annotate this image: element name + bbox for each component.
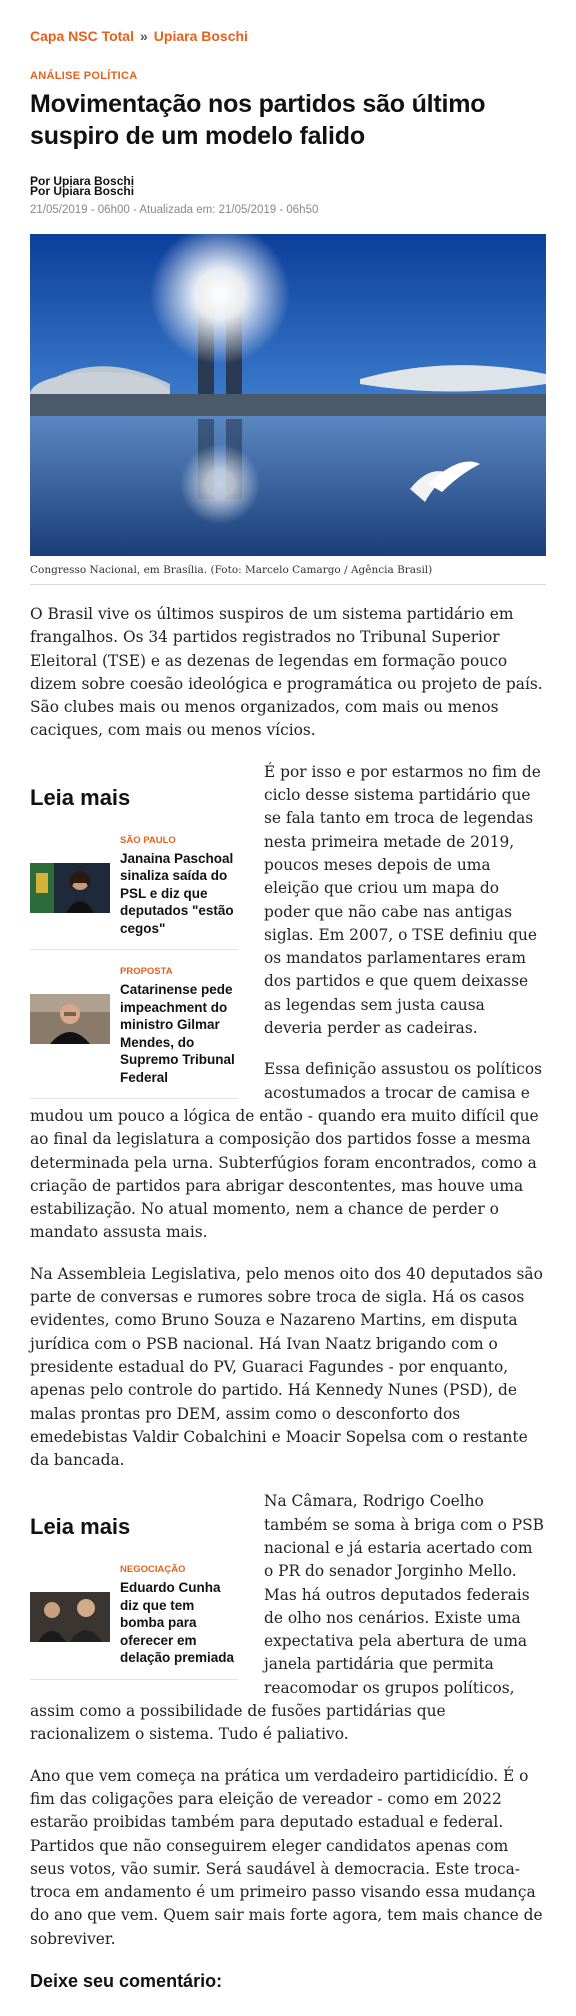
eduardo-cunha-thumbnail[interactable] (30, 1592, 110, 1642)
article-block-1 (30, 761, 546, 1245)
article-kicker: ANÁLISE POLÍTICA (30, 70, 138, 82)
article-paragraph: Na Assembleia Legislativa, pelo menos oito dos 40 deputados são parte de conversas e rumores sobre troca de sigla. Há os casos evidentes, como Bruno Souza e Nazareno Martins, em disputa jurídica com o PSB nacional. Há Ivan Naatz brigando com o presidente estadual do PV, Guaraci Fagundes - por enquanto, apenas pelo controle do partido. Há Kennedy Nunes (PSD), de malas prontas pro DEM, assim como o desconforto dos emedebistas Valdir Cobalchini e Moacir Sopelsa com o restante da bancada. (30, 1264, 543, 1470)
read-more-item[interactable] (30, 1556, 238, 1680)
article-title: Movimentação nos partidos são último suspiro de um modelo falido (30, 90, 486, 150)
read-more-title-link[interactable]: Janaina Paschoal sinaliza saída do PSL e diz que deputados "estão cegos" (120, 850, 234, 936)
article-block-2 (30, 1490, 546, 1746)
read-more-heading: Leia mais (30, 784, 131, 810)
read-more-item[interactable] (30, 950, 238, 1099)
read-more-title-link[interactable]: Eduardo Cunha diz que tem bomba para oferecer em delação premiada (120, 1580, 235, 1666)
article-paragraph: O Brasil vive os últimos suspiros de um sistema partidário em frangalhos. Os 34 partidos registrados no Tribunal Superior Eleitoral (TSE) e as dezenas de legendas em formação pouco dizem sobre coesão ideológica e programática ou projeto de país. São clubes mais ou menos organizados, com mais ou menos caciques, com mais ou menos vícios. (30, 605, 543, 740)
janaina-paschoal-thumbnail[interactable] (30, 863, 110, 913)
read-more-title-link[interactable]: Catarinense pede impeachment do ministro Gilmar Mendes, do Supremo Tribunal Federal (120, 982, 235, 1085)
byline-text-duplicate: Por Upiara Boschi (30, 184, 135, 198)
article-paragraph: É por isso e por estarmos no fim de ciclo desse sistema partidário que se fala tanto em troca de legendas nesta primeira metade de 2019, poucos meses depois de uma eleição que criou um mapa do poder que não cabe nas antigas siglas. Em 2007, o TSE definiu que os mandatos parlamentares eram dos partidos e que quem deixasse as legendas sem justa causa deveria perder as cadeiras. (264, 762, 541, 1038)
breadcrumb (30, 0, 546, 44)
article-dates: 21/05/2019 - 06h00 - Atualizada em: 21/05/2019 - 06h50 (30, 204, 319, 216)
congress-photo (30, 234, 546, 556)
read-more-box (30, 761, 238, 1100)
read-more-box (30, 1490, 238, 1680)
read-more-tag: SÃO PAULO (120, 834, 176, 846)
article-byline[interactable] (30, 176, 546, 196)
byline-text: Por Upiara Boschi (30, 174, 135, 188)
read-more-tag: NEGOCIAÇÃO (120, 1564, 186, 1576)
breadcrumb-home-link[interactable]: Capa NSC Total (30, 28, 134, 44)
read-more-item[interactable] (30, 827, 238, 951)
article-paragraph: Essa definição assustou os políticos acostumados a trocar de camisa e mudou um pouco a lógica de então - quando era muito difícil que ao final da legislatura a composição dos partidos fosse a mesma determinada pela urna. Subterfúgios foram encontrados, como a criação de partidos para abrigar descontentes, mas houve uma estabilização. No atual momento, nem a chance de perder o mandato assusta mais. (30, 1060, 543, 1242)
comments-heading: Deixe seu comentário: (30, 1971, 223, 1992)
breadcrumb-separator: » (139, 28, 148, 44)
read-more-heading: Leia mais (30, 1514, 131, 1540)
article-paragraph: Ano que vem começa na prática um verdadeiro partidicídio. É o fim das coligações para eleição de vereador - como em 2022 estarão proibidas também para deputado estadual e federal. Partidos que não conseguirem eleger candidatos apenas com seus votos, vão sumir. Será saudável à democracia. Este troca-troca em andamento é um primeiro passo visando essa mudança do ano que vem. Quem sair mais forte agora, tem mais chance de sobreviver. (30, 1766, 543, 1948)
photo-caption: Congresso Nacional, em Brasília. (Foto: Marcelo Camargo / Agência Brasil) (30, 564, 546, 585)
read-more-tag: PROPOSTA (120, 966, 173, 978)
gilmar-mendes-thumbnail[interactable] (30, 994, 110, 1044)
article-paragraph: Na Câmara, Rodrigo Coelho também se soma à briga com o PSB nacional e já estaria acertado com o PR do senador Jorginho Mello. Mas há outros deputados federais de olho nos cenários. Existe uma expectativa pela abertura de uma janela partidária que permita reacomodar os grupos políticos, assim como a possibilidade de fusões partidárias que racionalizem o sistema. Tudo é paliativo. (30, 1492, 544, 1744)
breadcrumb-current-link[interactable]: Upiara Boschi (153, 28, 248, 44)
